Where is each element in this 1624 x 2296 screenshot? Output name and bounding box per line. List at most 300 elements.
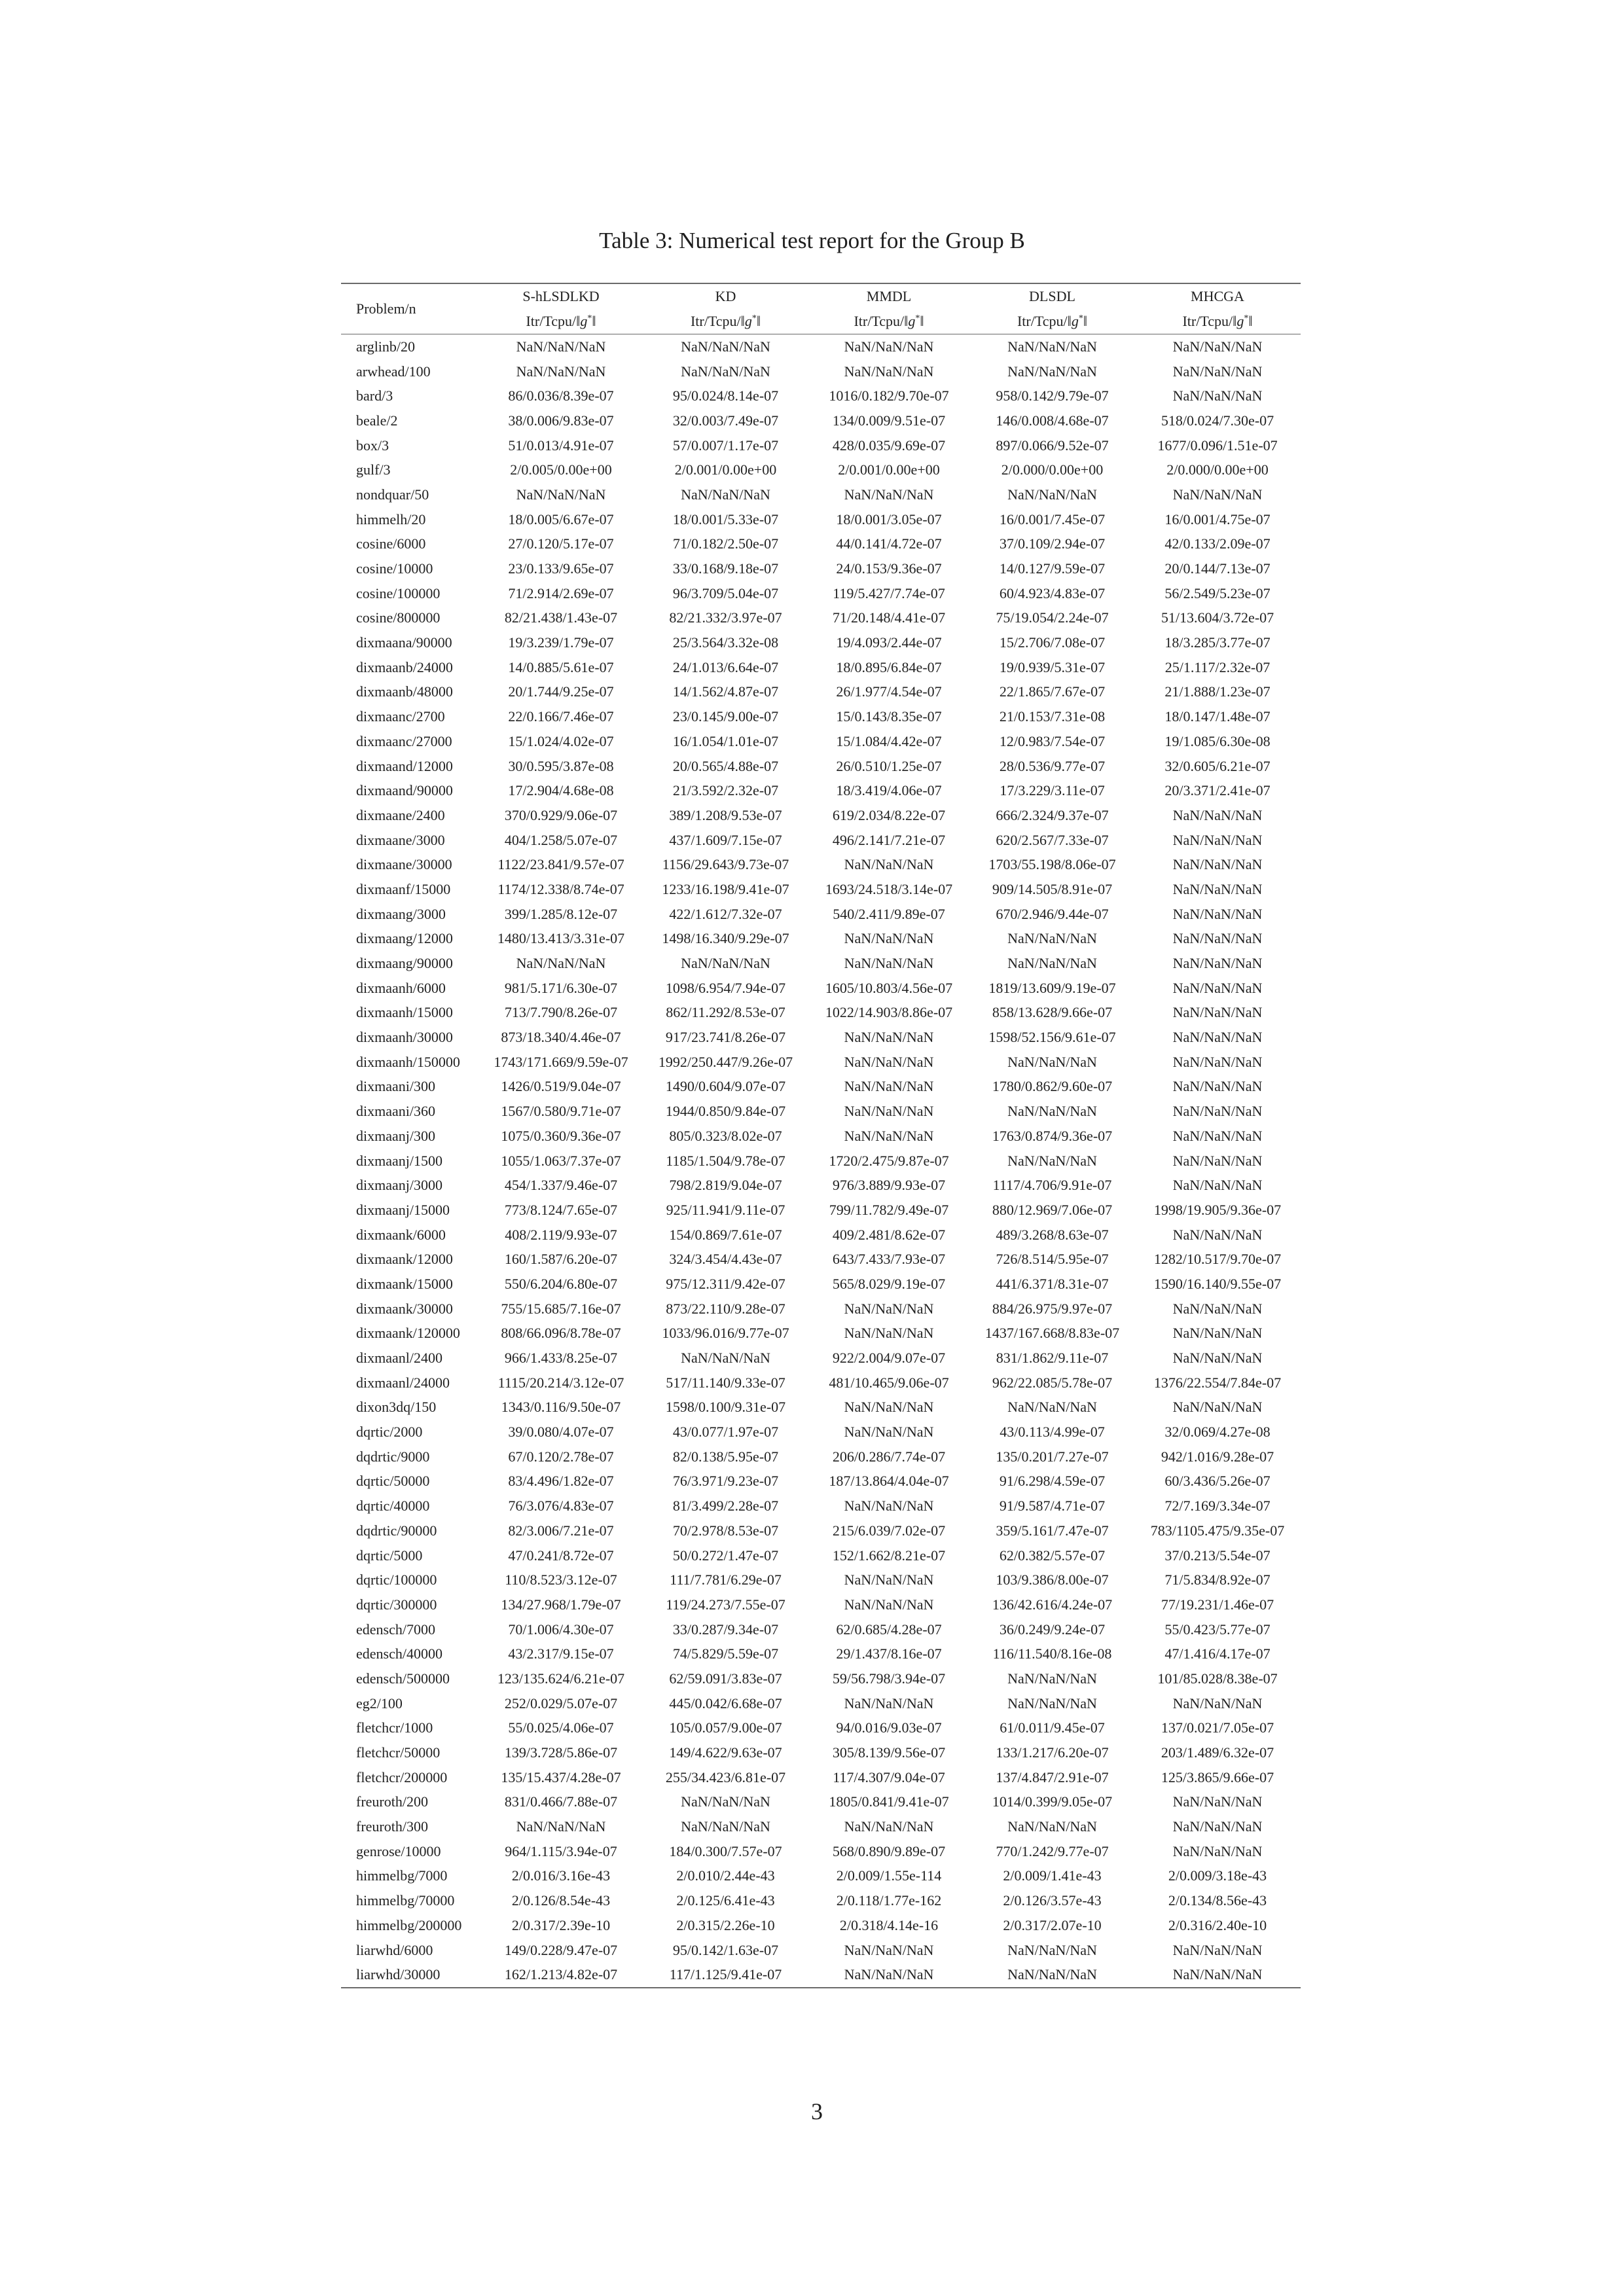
cell-result: NaN/NaN/NaN <box>1172 1325 1263 1342</box>
cell-result: NaN/NaN/NaN <box>1172 1152 1263 1169</box>
table-row <box>341 581 1301 606</box>
cell-result: 15/1.024/4.02e-07 <box>508 732 614 749</box>
cell-result: 86/0.036/8.39e-07 <box>508 387 614 404</box>
cell-result: 422/1.612/7.32e-07 <box>669 905 782 922</box>
cell-result: 1174/12.338/8.74e-07 <box>497 880 624 897</box>
cell-problem: dixmaank/15000 <box>356 1275 453 1292</box>
cell-problem: dixmaanj/300 <box>356 1127 435 1144</box>
cell-result: NaN/NaN/NaN <box>844 1300 934 1317</box>
cell-result: 123/135.624/6.21e-07 <box>497 1670 625 1687</box>
table-body <box>341 334 1301 1988</box>
cell-problem: dqrtic/100000 <box>356 1571 437 1588</box>
cell-result: NaN/NaN/NaN <box>844 338 934 355</box>
table-row <box>341 754 1301 779</box>
header-row-methods <box>341 283 1301 309</box>
cell-problem: dixmaanf/15000 <box>356 880 451 897</box>
cell-result: 101/85.028/8.38e-07 <box>1157 1670 1278 1687</box>
cell-result: 43/2.317/9.15e-07 <box>508 1645 614 1662</box>
cell-result: 133/1.217/6.20e-07 <box>996 1744 1109 1761</box>
cell-result: 670/2.946/9.44e-07 <box>996 905 1109 922</box>
cell-result: 1763/0.874/9.36e-07 <box>992 1127 1113 1144</box>
cell-result: 884/26.975/9.97e-07 <box>992 1300 1113 1317</box>
table-row <box>341 1173 1301 1198</box>
cell-problem: dixmaanj/1500 <box>356 1152 442 1169</box>
cell-result: 1944/0.850/9.84e-07 <box>665 1103 786 1120</box>
cell-result: NaN/NaN/NaN <box>1007 955 1097 972</box>
cell-result: 18/3.285/3.77e-07 <box>1164 634 1271 651</box>
cell-result: 799/11.782/9.49e-07 <box>829 1201 949 1218</box>
metric-variable: g <box>1236 313 1244 329</box>
cell-result: 19/4.093/2.44e-07 <box>836 634 942 651</box>
cell-result: 51/13.604/3.72e-07 <box>1161 609 1274 626</box>
cell-result: 20/0.144/7.13e-07 <box>1164 560 1271 577</box>
table-row <box>341 1469 1301 1494</box>
table-row <box>341 457 1301 482</box>
cell-result: NaN/NaN/NaN <box>1172 486 1263 503</box>
cell-result: 135/15.437/4.28e-07 <box>501 1768 621 1785</box>
column-subheader-metric <box>1134 309 1301 334</box>
table-row <box>341 556 1301 581</box>
metric-suffix: ‖ <box>1083 313 1088 329</box>
cell-problem: himmelbg/70000 <box>356 1892 455 1909</box>
column-subheader-metric <box>643 309 808 334</box>
cell-result: 134/27.968/1.79e-07 <box>501 1596 621 1613</box>
cell-result: 755/15.685/7.16e-07 <box>501 1300 621 1317</box>
cell-result: NaN/NaN/NaN <box>844 1424 934 1441</box>
cell-result: NaN/NaN/NaN <box>844 1127 934 1144</box>
table-row <box>341 778 1301 803</box>
cell-result: 873/18.340/4.46e-07 <box>501 1029 621 1046</box>
cell-result: 47/0.241/8.72e-07 <box>508 1547 614 1564</box>
table-row <box>341 507 1301 532</box>
cell-problem: dixon3dq/150 <box>356 1399 437 1416</box>
table-row <box>341 1272 1301 1297</box>
cell-result: 18/0.001/5.33e-07 <box>672 511 779 528</box>
cell-result: 26/0.510/1.25e-07 <box>836 757 942 774</box>
table-caption: Table 3: Numerical test report for the Group B <box>599 228 1025 253</box>
cell-problem: dixmaane/30000 <box>356 856 452 873</box>
metric-superscript: * <box>1078 314 1083 323</box>
cell-result: 496/2.141/7.21e-07 <box>832 831 946 848</box>
cell-result: 33/0.168/9.18e-07 <box>672 560 779 577</box>
cell-result: 32/0.605/6.21e-07 <box>1164 757 1271 774</box>
metric-suffix: ‖ <box>920 313 924 329</box>
cell-result: NaN/NaN/NaN <box>681 486 770 503</box>
cell-problem: dixmaang/12000 <box>356 930 453 947</box>
cell-result: NaN/NaN/NaN <box>1172 1818 1263 1835</box>
cell-result: 137/0.021/7.05e-07 <box>1161 1719 1274 1736</box>
cell-result: NaN/NaN/NaN <box>844 363 934 380</box>
cell-problem: beale/2 <box>356 412 398 429</box>
cell-result: 831/1.862/9.11e-07 <box>996 1350 1109 1367</box>
cell-result: 1115/20.214/3.12e-07 <box>497 1374 624 1391</box>
cell-result: 18/0.895/6.84e-07 <box>836 658 942 675</box>
cell-result: 43/0.113/4.99e-07 <box>1000 1424 1105 1441</box>
table-row <box>341 902 1301 927</box>
cell-result: 15/0.143/8.35e-07 <box>836 708 942 725</box>
cell-result: 1014/0.399/9.05e-07 <box>992 1793 1113 1810</box>
cell-result: 770/1.242/9.77e-07 <box>996 1842 1109 1859</box>
cell-result: 136/42.616/4.24e-07 <box>992 1596 1113 1613</box>
table-row <box>341 1050 1301 1075</box>
cell-result: 21/1.888/1.23e-07 <box>1164 683 1271 700</box>
cell-result: NaN/NaN/NaN <box>1007 338 1097 355</box>
cell-result: NaN/NaN/NaN <box>844 1941 934 1958</box>
cell-result: 370/0.929/9.06e-07 <box>504 806 618 823</box>
cell-result: NaN/NaN/NaN <box>1172 338 1263 355</box>
cell-result: NaN/NaN/NaN <box>1172 831 1263 848</box>
cell-result: 71/0.182/2.50e-07 <box>672 535 779 552</box>
cell-result: 83/4.496/1.82e-07 <box>508 1473 614 1490</box>
table-row <box>341 1716 1301 1741</box>
cell-result: 187/13.864/4.04e-07 <box>829 1473 949 1490</box>
cell-result: 110/8.523/3.12e-07 <box>505 1571 617 1588</box>
cell-result: 43/0.077/1.97e-07 <box>672 1424 779 1441</box>
cell-result: 82/21.332/3.97e-07 <box>669 609 782 626</box>
cell-result: 1343/0.116/9.50e-07 <box>501 1399 621 1416</box>
metric-superscript: * <box>1244 314 1249 323</box>
cell-result: NaN/NaN/NaN <box>844 486 934 503</box>
cell-result: 873/22.110/9.28e-07 <box>666 1300 785 1317</box>
cell-result: 17/2.904/4.68e-08 <box>508 782 614 799</box>
cell-result: 61/0.011/9.45e-07 <box>1000 1719 1105 1736</box>
cell-result: 981/5.171/6.30e-07 <box>504 979 618 996</box>
cell-result: 2/0.001/0.00e+00 <box>674 461 777 478</box>
cell-result: 441/6.371/8.31e-07 <box>996 1275 1109 1292</box>
cell-result: 24/1.013/6.64e-07 <box>672 658 779 675</box>
cell-result: 1098/6.954/7.94e-07 <box>665 979 786 996</box>
cell-result: 399/1.285/8.12e-07 <box>504 905 618 922</box>
cell-result: NaN/NaN/NaN <box>516 363 606 380</box>
cell-result: 862/11.292/8.53e-07 <box>666 1004 785 1021</box>
cell-result: 30/0.595/3.87e-08 <box>508 757 614 774</box>
cell-result: NaN/NaN/NaN <box>1172 856 1263 873</box>
metric-variable: g <box>1071 313 1079 329</box>
cell-result: 252/0.029/5.07e-07 <box>504 1695 618 1712</box>
cell-result: NaN/NaN/NaN <box>516 1818 606 1835</box>
cell-problem: fletchcr/1000 <box>356 1719 433 1736</box>
cell-result: 15/2.706/7.08e-07 <box>999 634 1106 651</box>
cell-result: 117/4.307/9.04e-07 <box>833 1768 945 1785</box>
cell-problem: arglinb/20 <box>356 338 416 355</box>
cell-result: 47/1.416/4.17e-07 <box>1164 1645 1271 1662</box>
table-row <box>341 532 1301 557</box>
cell-result: 2/0.016/3.16e-43 <box>511 1867 611 1884</box>
cell-result: NaN/NaN/NaN <box>1007 363 1097 380</box>
cell-result: 81/3.499/2.28e-07 <box>672 1498 779 1515</box>
table-row <box>341 1568 1301 1592</box>
cell-problem: dixmaank/12000 <box>356 1251 453 1268</box>
cell-result: NaN/NaN/NaN <box>1007 1966 1097 1983</box>
cell-result: 184/0.300/7.57e-07 <box>669 1842 782 1859</box>
cell-result: 409/2.481/8.62e-07 <box>832 1226 946 1243</box>
cell-result: 21/3.592/2.32e-07 <box>672 782 779 799</box>
cell-result: NaN/NaN/NaN <box>844 1498 934 1515</box>
cell-result: NaN/NaN/NaN <box>844 1966 934 1983</box>
cell-result: 1998/19.905/9.36e-07 <box>1153 1201 1282 1218</box>
cell-result: NaN/NaN/NaN <box>1172 1103 1263 1120</box>
table-row <box>341 704 1301 729</box>
cell-result: 50/0.272/1.47e-07 <box>672 1547 779 1564</box>
cell-result: 2/0.126/3.57e-43 <box>1003 1892 1102 1909</box>
cell-result: NaN/NaN/NaN <box>844 1325 934 1342</box>
cell-result: NaN/NaN/NaN <box>516 338 606 355</box>
cell-result: 713/7.790/8.26e-07 <box>504 1004 618 1021</box>
cell-problem: gulf/3 <box>356 461 391 478</box>
cell-result: 23/0.133/9.65e-07 <box>508 560 614 577</box>
cell-result: 51/0.013/4.91e-07 <box>508 437 614 454</box>
cell-result: 1992/250.447/9.26e-07 <box>658 1053 793 1070</box>
table-row <box>341 680 1301 705</box>
table-row <box>341 927 1301 952</box>
cell-result: NaN/NaN/NaN <box>1172 363 1263 380</box>
cell-result: NaN/NaN/NaN <box>681 1350 770 1367</box>
table-row <box>341 1888 1301 1913</box>
cell-result: 152/1.662/8.21e-07 <box>832 1547 946 1564</box>
column-header-mhcga: MHCGA <box>1191 288 1244 304</box>
cell-problem: dixmaanh/6000 <box>356 979 446 996</box>
cell-problem: dixmaanj/3000 <box>356 1177 442 1194</box>
header-row-metrics <box>341 309 1301 334</box>
cell-result: 805/0.323/8.02e-07 <box>669 1127 782 1144</box>
cell-problem: dixmaani/300 <box>356 1078 435 1095</box>
cell-result: NaN/NaN/NaN <box>1007 1103 1097 1120</box>
cell-result: 2/0.000/0.00e+00 <box>1001 461 1104 478</box>
metric-variable: g <box>580 313 588 329</box>
cell-result: 19/1.085/6.30e-08 <box>1164 732 1271 749</box>
cell-result: 2/0.000/0.00e+00 <box>1166 461 1269 478</box>
table-row <box>341 803 1301 828</box>
cell-result: 25/1.117/2.32e-07 <box>1164 658 1271 675</box>
cell-result: 162/1.213/4.82e-07 <box>504 1966 618 1983</box>
cell-problem: dixmaanh/150000 <box>356 1053 460 1070</box>
cell-result: NaN/NaN/NaN <box>844 1103 934 1120</box>
cell-result: 91/6.298/4.59e-07 <box>999 1473 1106 1490</box>
cell-result: NaN/NaN/NaN <box>1172 1941 1263 1958</box>
cell-result: 481/10.465/9.06e-07 <box>829 1374 949 1391</box>
cell-result: 18/0.001/3.05e-07 <box>836 511 942 528</box>
cell-result: 1282/10.517/9.70e-07 <box>1153 1251 1282 1268</box>
cell-result: 2/0.009/3.18e-43 <box>1168 1867 1267 1884</box>
cell-result: 1498/16.340/9.29e-07 <box>662 930 789 947</box>
results-table-container <box>341 283 1301 1988</box>
cell-result: 203/1.489/6.32e-07 <box>1161 1744 1274 1761</box>
cell-result: NaN/NaN/NaN <box>1172 905 1263 922</box>
cell-result: 91/9.587/4.71e-07 <box>999 1498 1106 1515</box>
cell-result: 56/2.549/5.23e-07 <box>1164 584 1271 601</box>
cell-result: NaN/NaN/NaN <box>681 955 770 972</box>
cell-result: 1185/1.504/9.78e-07 <box>666 1152 785 1169</box>
table-row <box>341 1420 1301 1444</box>
cell-result: 154/0.869/7.61e-07 <box>669 1226 782 1243</box>
cell-result: 2/0.001/0.00e+00 <box>838 461 940 478</box>
cell-result: 215/6.039/7.02e-07 <box>832 1522 946 1539</box>
cell-result: 38/0.006/9.83e-07 <box>508 412 614 429</box>
table-row <box>341 1814 1301 1839</box>
cell-result: NaN/NaN/NaN <box>844 930 934 947</box>
cell-result: 568/0.890/9.89e-07 <box>832 1842 946 1859</box>
cell-problem: dixmaani/360 <box>356 1103 435 1120</box>
cell-result: 942/1.016/9.28e-07 <box>1161 1448 1274 1465</box>
cell-result: 77/19.231/1.46e-07 <box>1161 1596 1274 1613</box>
cell-result: NaN/NaN/NaN <box>1172 1177 1263 1194</box>
cell-result: 964/1.115/3.94e-07 <box>505 1842 617 1859</box>
table-row <box>341 1839 1301 1864</box>
cell-result: 76/3.971/9.23e-07 <box>672 1473 779 1490</box>
cell-result: NaN/NaN/NaN <box>844 1695 934 1712</box>
cell-result: 95/0.142/1.63e-07 <box>672 1941 779 1958</box>
table-row <box>341 828 1301 853</box>
cell-problem: dixmaank/30000 <box>356 1300 453 1317</box>
cell-result: 134/0.009/9.51e-07 <box>832 412 946 429</box>
metric-superscript: * <box>751 314 757 323</box>
cell-result: 666/2.324/9.37e-07 <box>996 806 1109 823</box>
cell-result: 15/1.084/4.42e-07 <box>836 732 942 749</box>
cell-result: 1480/13.413/3.31e-07 <box>497 930 625 947</box>
cell-result: 808/66.096/8.78e-07 <box>501 1325 621 1342</box>
cell-problem: eg2/100 <box>356 1695 403 1712</box>
cell-result: 20/0.565/4.88e-07 <box>672 757 779 774</box>
cell-result: 55/0.423/5.77e-07 <box>1164 1621 1271 1638</box>
table-row <box>341 359 1301 384</box>
cell-result: 2/0.118/1.77e-162 <box>836 1892 942 1909</box>
metric-superscript: * <box>915 314 920 323</box>
cell-result: 67/0.120/2.78e-07 <box>508 1448 614 1465</box>
cell-result: 1437/167.668/8.83e-07 <box>984 1325 1120 1342</box>
cell-result: 72/7.169/3.34e-07 <box>1164 1498 1271 1515</box>
cell-result: 18/0.005/6.67e-07 <box>508 511 614 528</box>
cell-result: 1117/4.706/9.91e-07 <box>992 1177 1112 1194</box>
cell-result: 17/3.229/3.11e-07 <box>1000 782 1105 799</box>
cell-result: NaN/NaN/NaN <box>844 955 934 972</box>
table-row <box>341 482 1301 507</box>
cell-problem: arwhead/100 <box>356 363 431 380</box>
table-row <box>341 433 1301 458</box>
cell-result: 880/12.969/7.06e-07 <box>992 1201 1113 1218</box>
cell-result: NaN/NaN/NaN <box>1172 1078 1263 1095</box>
cell-problem: dixmaank/120000 <box>356 1325 460 1342</box>
cell-result: 76/3.076/4.83e-07 <box>508 1498 614 1515</box>
column-subheader-metric <box>970 309 1134 334</box>
cell-result: 773/8.124/7.65e-07 <box>504 1201 618 1218</box>
table-row <box>341 1938 1301 1963</box>
cell-result: 1022/14.903/8.86e-07 <box>825 1004 953 1021</box>
metric-suffix: ‖ <box>592 313 596 329</box>
cell-result: 1156/29.643/9.73e-07 <box>662 856 789 873</box>
cell-result: 25/3.564/3.32e-08 <box>672 634 779 651</box>
cell-result: NaN/NaN/NaN <box>1172 1004 1263 1021</box>
table-row <box>341 1765 1301 1790</box>
cell-result: NaN/NaN/NaN <box>1007 1152 1097 1169</box>
cell-result: 408/2.119/9.93e-07 <box>505 1226 617 1243</box>
results-table <box>341 283 1301 1988</box>
cell-result: 37/0.109/2.94e-07 <box>999 535 1106 552</box>
cell-result: NaN/NaN/NaN <box>1172 880 1263 897</box>
cell-result: 975/12.311/9.42e-07 <box>666 1275 785 1292</box>
cell-result: 1693/24.518/3.14e-07 <box>825 880 953 897</box>
cell-problem: nondquar/50 <box>356 486 429 503</box>
cell-result: 70/1.006/4.30e-07 <box>508 1621 614 1638</box>
cell-problem: dqrtic/50000 <box>356 1473 430 1490</box>
table-row <box>341 606 1301 631</box>
cell-result: 2/0.126/8.54e-43 <box>511 1892 611 1909</box>
cell-problem: liarwhd/6000 <box>356 1941 433 1958</box>
cell-result: 23/0.145/9.00e-07 <box>672 708 779 725</box>
cell-result: 19/0.939/5.31e-07 <box>999 658 1106 675</box>
table-row <box>341 951 1301 976</box>
table-row <box>341 1740 1301 1765</box>
table-row <box>341 1962 1301 1988</box>
cell-problem: dixmaang/90000 <box>356 955 453 972</box>
cell-result: 18/3.419/4.06e-07 <box>836 782 942 799</box>
cell-result: 798/2.819/9.04e-07 <box>669 1177 782 1194</box>
table-row <box>341 729 1301 754</box>
cell-result: 16/0.001/4.75e-07 <box>1164 511 1271 528</box>
cell-result: 146/0.008/4.68e-07 <box>996 412 1109 429</box>
cell-result: NaN/NaN/NaN <box>1007 1053 1097 1070</box>
cell-result: 71/20.148/4.41e-07 <box>832 609 946 626</box>
cell-result: 96/3.709/5.04e-07 <box>672 584 779 601</box>
table-row <box>341 1864 1301 1889</box>
cell-problem: dixmaane/2400 <box>356 806 445 823</box>
cell-result: 2/0.009/1.55e-114 <box>836 1867 942 1884</box>
table-row <box>341 1198 1301 1223</box>
column-subheader-metric <box>478 309 643 334</box>
cell-result: 32/0.003/7.49e-07 <box>672 412 779 429</box>
cell-result: NaN/NaN/NaN <box>1172 1695 1263 1712</box>
cell-result: NaN/NaN/NaN <box>1007 1670 1097 1687</box>
cell-result: 119/24.273/7.55e-07 <box>666 1596 785 1613</box>
cell-problem: box/3 <box>356 437 389 454</box>
table-row <box>341 1297 1301 1321</box>
cell-result: 454/1.337/9.46e-07 <box>504 1177 618 1194</box>
cell-problem: dixmaanb/24000 <box>356 658 453 675</box>
cell-result: 116/11.540/8.16e-08 <box>992 1645 1112 1662</box>
table-row <box>341 1149 1301 1174</box>
cell-result: 550/6.204/6.80e-07 <box>504 1275 618 1292</box>
cell-result: 437/1.609/7.15e-07 <box>669 831 782 848</box>
cell-result: 2/0.125/6.41e-43 <box>676 1892 775 1909</box>
cell-result: 18/0.147/1.48e-07 <box>1164 708 1271 725</box>
cell-result: 19/3.239/1.79e-07 <box>508 634 614 651</box>
cell-result: 62/59.091/3.83e-07 <box>669 1670 782 1687</box>
cell-result: 26/1.977/4.54e-07 <box>836 683 942 700</box>
cell-result: 643/7.433/7.93e-07 <box>832 1251 946 1268</box>
cell-result: 62/0.685/4.28e-07 <box>836 1621 942 1638</box>
cell-result: 105/0.057/9.00e-07 <box>669 1719 782 1736</box>
table-row <box>341 852 1301 877</box>
cell-result: 2/0.315/2.26e-10 <box>676 1916 775 1933</box>
cell-result: NaN/NaN/NaN <box>1007 1695 1097 1712</box>
cell-result: NaN/NaN/NaN <box>1172 955 1263 972</box>
cell-result: NaN/NaN/NaN <box>844 1078 934 1095</box>
cell-result: 20/1.744/9.25e-07 <box>508 683 614 700</box>
cell-problem: cosine/800000 <box>356 609 441 626</box>
cell-problem: cosine/10000 <box>356 560 433 577</box>
cell-result: NaN/NaN/NaN <box>844 1053 934 1070</box>
cell-result: 783/1105.475/9.35e-07 <box>1150 1522 1285 1539</box>
cell-result: 119/5.427/7.74e-07 <box>833 584 945 601</box>
cell-result: NaN/NaN/NaN <box>1172 930 1263 947</box>
table-row <box>341 1790 1301 1815</box>
table-row <box>341 1395 1301 1420</box>
cell-result: 22/0.166/7.46e-07 <box>508 708 614 725</box>
cell-problem: dixmaank/6000 <box>356 1226 446 1243</box>
cell-problem: dixmaand/12000 <box>356 757 453 774</box>
cell-result: 305/8.139/9.56e-07 <box>832 1744 946 1761</box>
cell-problem: cosine/100000 <box>356 584 441 601</box>
cell-result: NaN/NaN/NaN <box>1172 1300 1263 1317</box>
